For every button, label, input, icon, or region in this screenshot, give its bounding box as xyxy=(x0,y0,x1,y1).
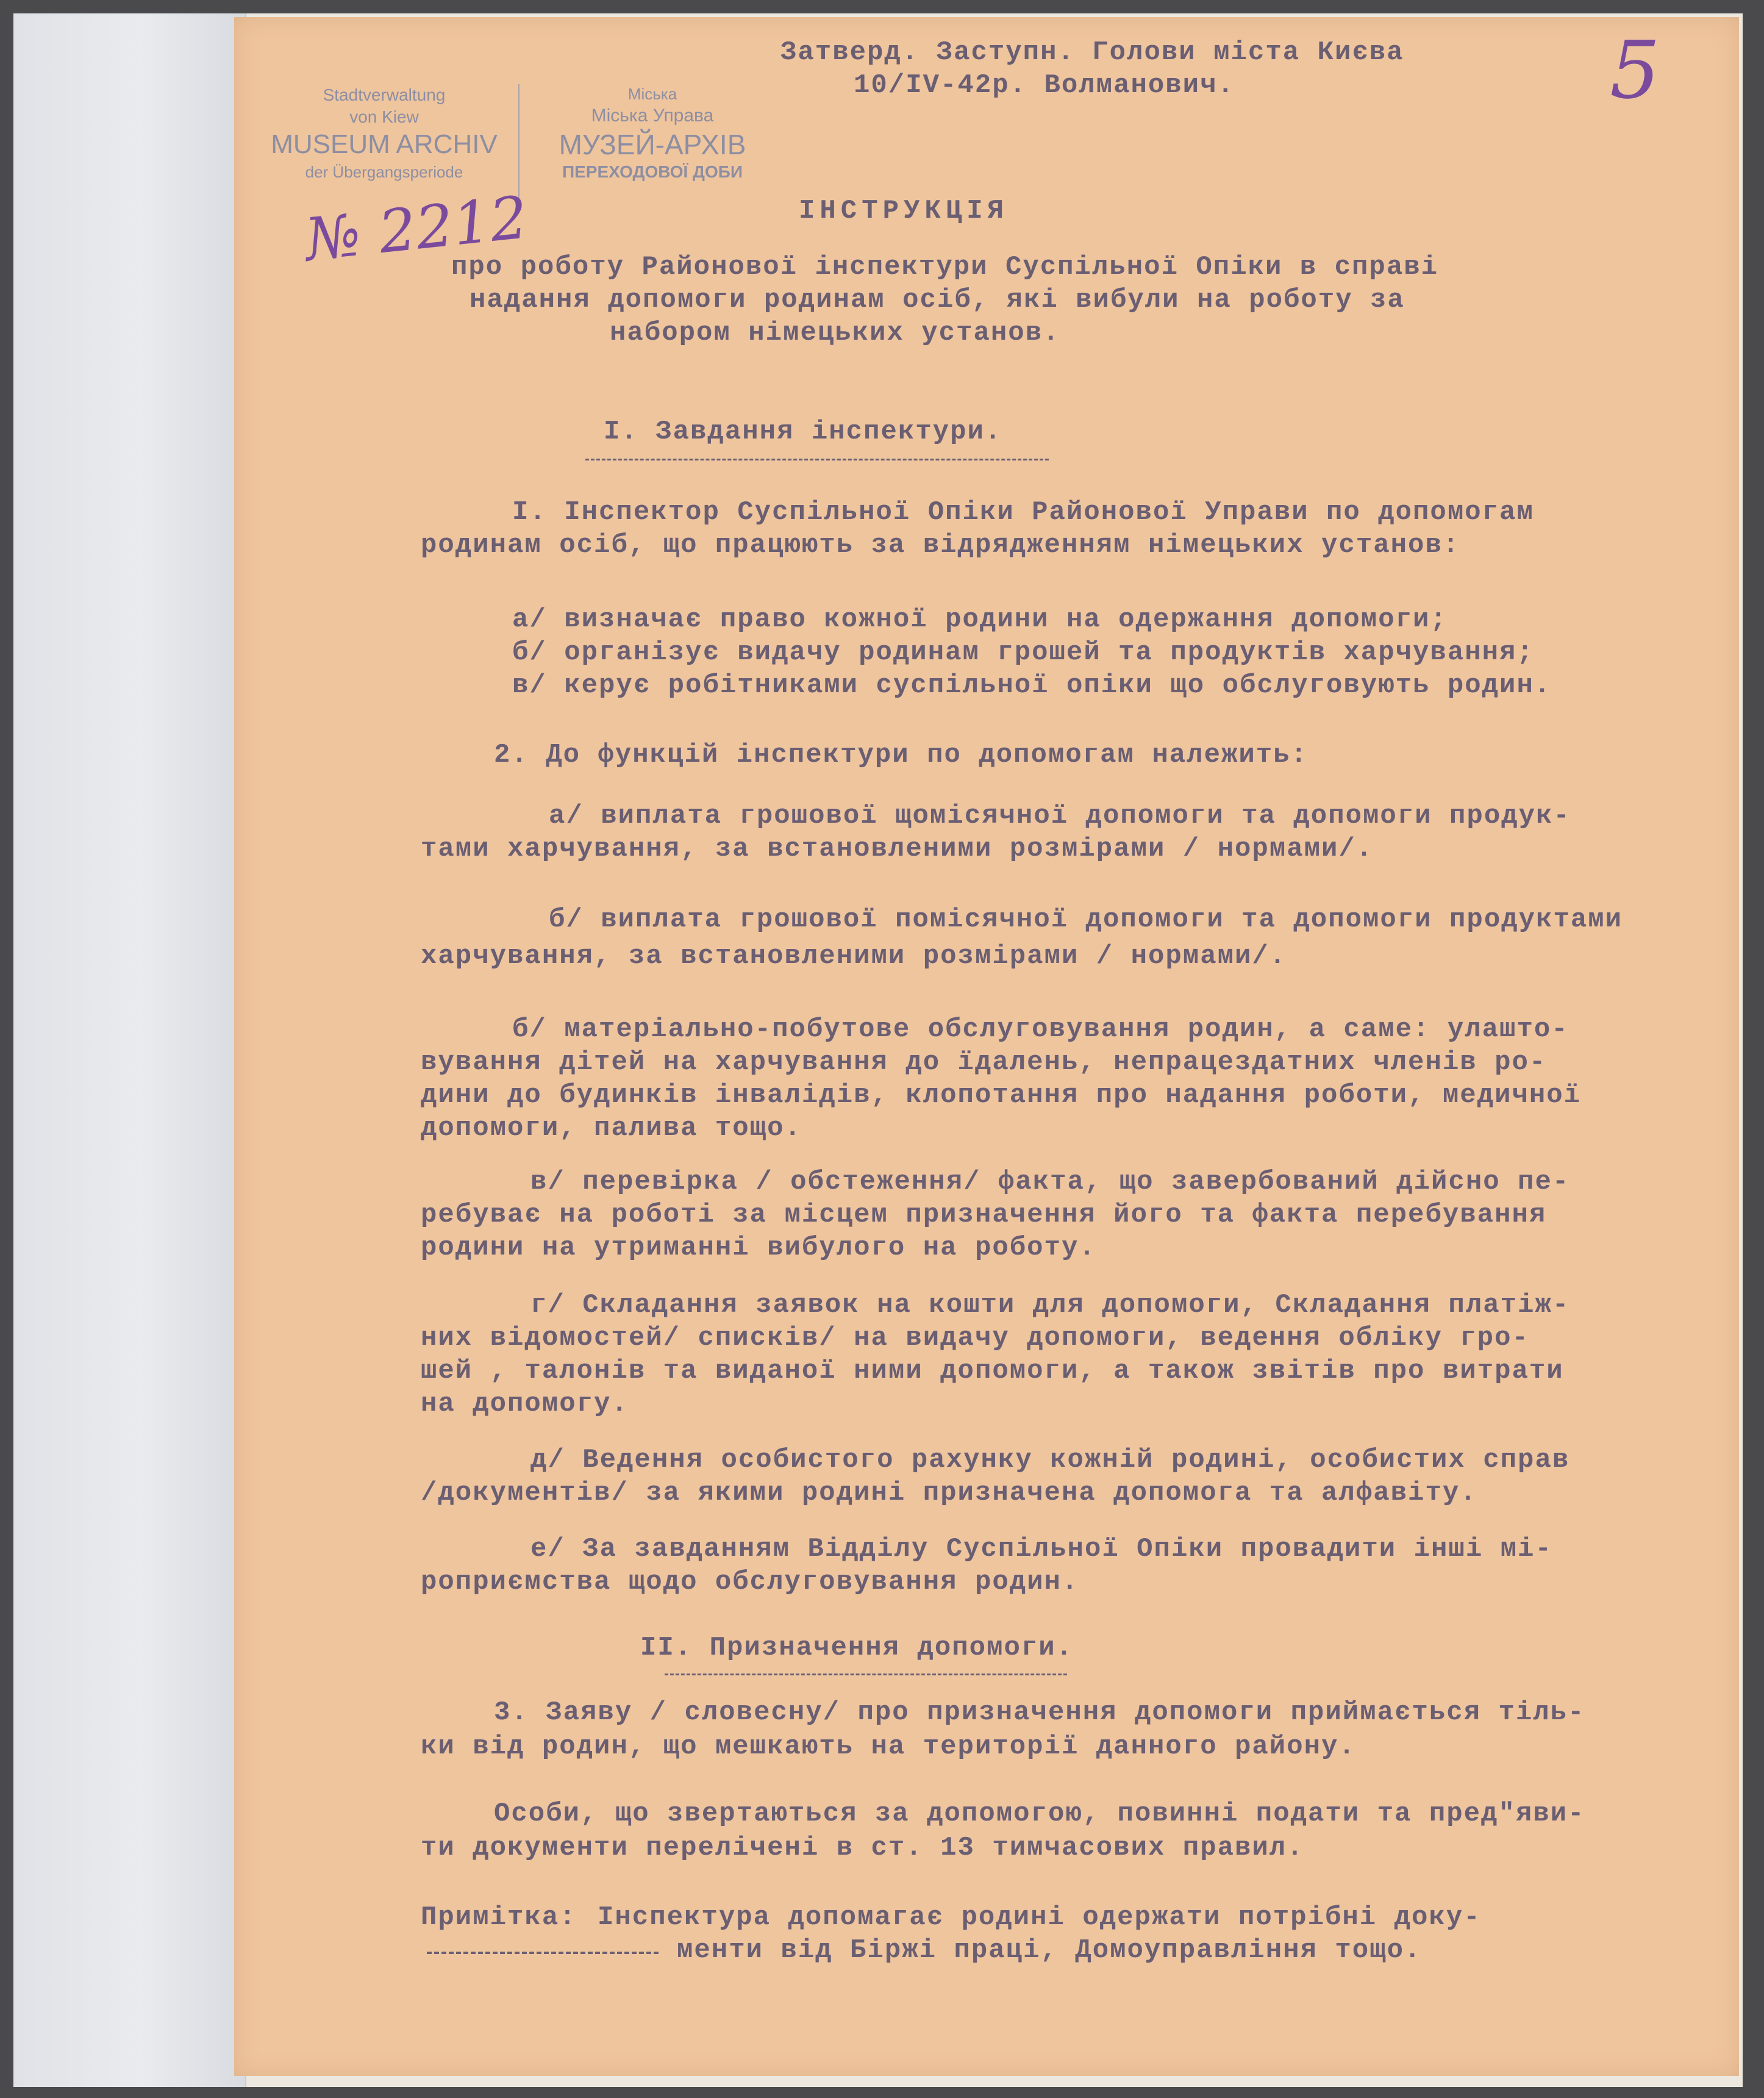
list-item: вування дітей на харчування до їдалень, непрацездатних членів ро- xyxy=(421,1047,1547,1078)
list-item: шей , талонів та виданої ними допомоги, а також звітів про витрати xyxy=(421,1356,1564,1386)
section-underline xyxy=(665,1674,1067,1675)
list-item: дини до будинків інвалідів, клопотання про надання роботи, медичної xyxy=(421,1080,1582,1111)
registry-number-handwritten: № 2212 xyxy=(302,183,531,274)
stamp-line: МУЗЕЙ-АРХІВ xyxy=(559,129,746,160)
section-heading: І. Завдання інспектури. xyxy=(604,417,1002,447)
stamp-line: ПЕРЕХОДОВОЇ ДОБИ xyxy=(562,162,743,181)
section-underline xyxy=(585,459,1049,460)
list-item: д/ Ведення особистого рахунку кожній родині, особистих справ xyxy=(530,1445,1570,1475)
document-title: ІНСТРУКЦІЯ xyxy=(799,196,1009,226)
paragraph-line: 3. Заяву / словесну/ про призначення допомоги приймається тіль- xyxy=(494,1697,1585,1728)
list-item: в/ перевірка / обстеження/ факта, що завербований дійсно пе- xyxy=(530,1167,1570,1197)
list-item: е/ За завданням Відділу Суспільної Опіки провадити інші мі- xyxy=(530,1534,1552,1564)
list-item: роприємства щодо обслуговування родин. xyxy=(421,1567,1079,1597)
paragraph-line: родинам осіб, що працюють за відрядженням німецьких установ: xyxy=(421,530,1460,560)
list-item: а/ виплата грошової щомісячної допомоги та допомоги продук- xyxy=(549,801,1571,831)
paragraph-line: І. Інспектор Суспільної Опіки Районової Управи по допомогам xyxy=(512,497,1534,528)
subtitle-line: про роботу Районової інспектури Суспільної Опіки в справі xyxy=(451,252,1439,282)
page-number-handwritten: 5 xyxy=(1610,24,1660,116)
list-item: родини на утриманні вибулого на роботу. xyxy=(421,1233,1096,1263)
list-item: тами харчування, за встановленими розмірами / нормами/. xyxy=(421,834,1374,864)
paragraph-line: ти документи перелічені в ст. 13 тимчасових правил. xyxy=(421,1833,1304,1863)
stamp-german xyxy=(256,84,512,183)
list-item: б/ організує видачу родинам грошей та продуктів харчування; xyxy=(512,637,1534,668)
list-item: б/ матеріально-побутове обслуговування родин, а саме: улашто- xyxy=(512,1014,1569,1045)
stamp-line: von Kiew xyxy=(349,107,419,126)
stamp-ukrainian xyxy=(524,84,780,183)
note-line: Інспектура допомагає родині одержати потрібні доку- xyxy=(598,1902,1481,1933)
stamp-line: MUSEUM ARCHIV xyxy=(271,129,498,159)
note-line: менти від Біржі праці, Домоуправління тощо. xyxy=(677,1935,1422,1966)
section-heading: ІІ. Призначення допомоги. xyxy=(640,1633,1074,1663)
paragraph-line: ки від родин, що мешкають на території данного району. xyxy=(421,1731,1356,1762)
approval-line: Затверд. Заступн. Голови міста Києва xyxy=(780,37,1404,68)
list-item: г/ Складання заявок на кошти для допомоги, Складання платіж- xyxy=(530,1290,1570,1320)
subtitle-line: набором німецьких установ. xyxy=(610,318,1060,348)
tissue-backing-strip xyxy=(13,13,246,2087)
stamp-line: Stadtverwaltung xyxy=(323,85,446,104)
paragraph-line: Особи, що звертаються за допомогою, повинні подати та пред"яви- xyxy=(494,1799,1585,1829)
approval-line: 10/IV-42р. Волманович. xyxy=(854,70,1235,101)
note-label: Примітка: xyxy=(421,1902,577,1933)
note-label-underline xyxy=(427,1952,659,1954)
list-item: допомоги, палива тощо. xyxy=(421,1113,802,1144)
stamp-line: Міська Управа xyxy=(591,106,714,126)
list-item: на допомогу. xyxy=(421,1389,629,1419)
list-item: а/ визначає право кожної родини на одержання допомоги; xyxy=(512,604,1448,635)
subtitle-line: надання допомоги родинам осіб, які вибули на роботу за xyxy=(470,285,1405,315)
stamp-line: Міська xyxy=(627,85,677,103)
list-item: них відомостей/ списків/ на видачу допомоги, ведення обліку гро- xyxy=(421,1323,1529,1353)
list-item: ребуває на роботі за місцем призначення його та факта перебування xyxy=(421,1200,1547,1230)
list-item: б/ виплата грошової помісячної допомоги та допомоги продуктами xyxy=(549,904,1623,935)
stamp-line: der Übergangsperiode xyxy=(305,163,463,181)
list-item: /документів/ за якими родині призначена допомога та алфавіту. xyxy=(421,1478,1477,1508)
list-item: харчування, за встановленими розмірами / нормами/. xyxy=(421,941,1287,972)
list-item: в/ керує робітниками суспільної опіки що обслуговують родин. xyxy=(512,670,1552,701)
paragraph-line: 2. До функцій інспектури по допомогам належить: xyxy=(494,740,1309,770)
